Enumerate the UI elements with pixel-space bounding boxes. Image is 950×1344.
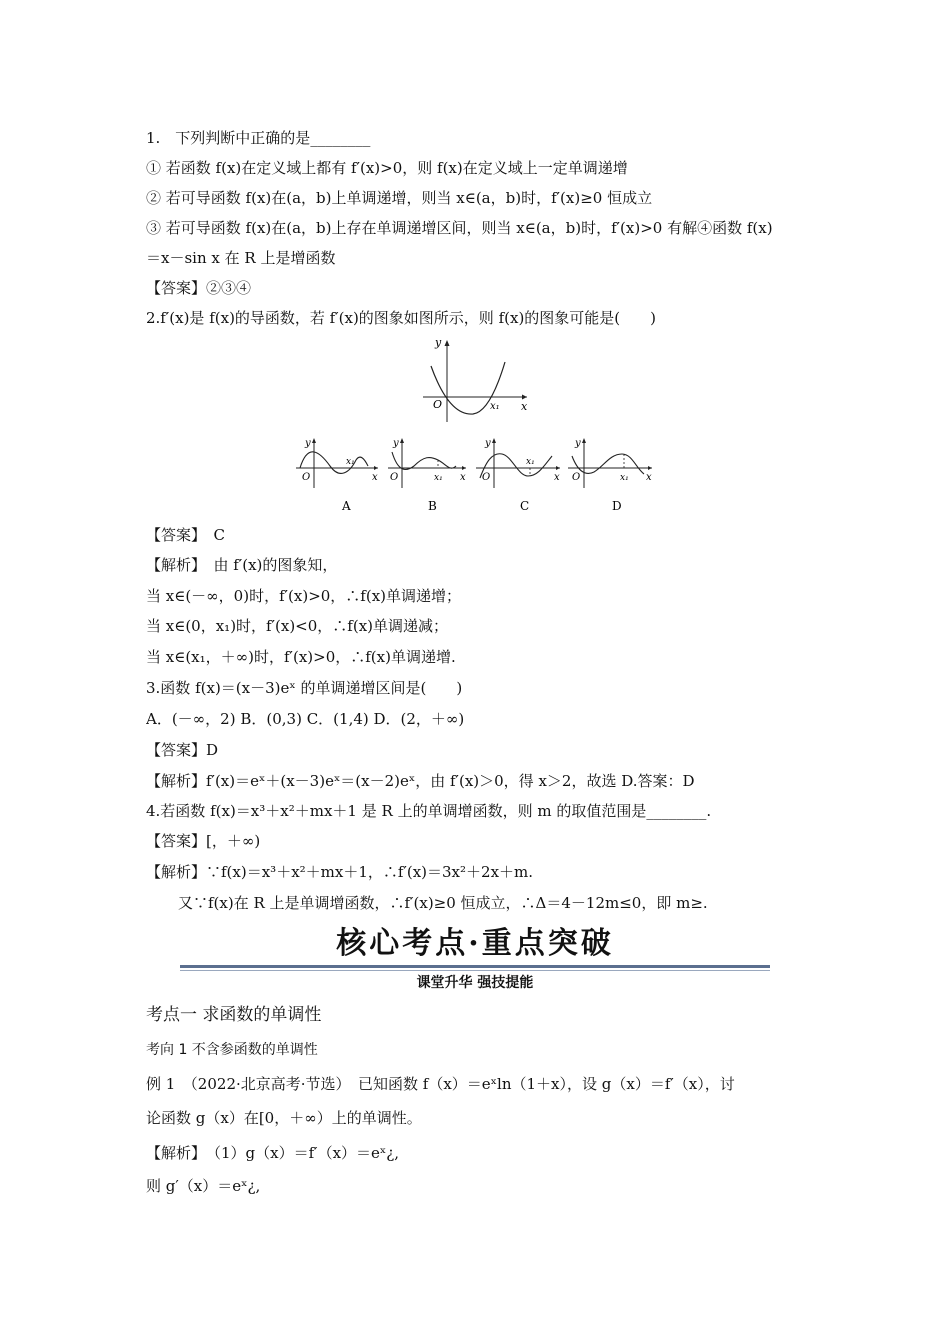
svg-text:y: y (305, 438, 311, 449)
svg-text:x₁: x₁ (526, 457, 535, 467)
q3-analysis: 【解析】f′(x)＝eˣ＋(x－3)eˣ＝(x－2)eˣ，由 f′(x)＞0，得 x＞2，故选 D.答案：D (146, 772, 695, 790)
q1-statement-3: ③ 若可导函数 f(x)在(a，b)上存在单调递增区间，则当 x∈(a，b)时，f′(x)>0 有解④函数 f(x) (146, 219, 773, 237)
q1-answer: 【答案】②③④ (146, 279, 252, 297)
q3-answer: 【答案】D (146, 741, 219, 759)
q4-answer: 【答案】[，＋∞) (146, 832, 261, 850)
q4-analysis-cont: 又∵f(x)在 R 上是单调增函数，∴f′(x)≥0 恒成立，∴Δ＝4－12m≤0，即 m≥. (178, 894, 708, 912)
section-subheading: 考向 1 不含参函数的单调性 (146, 1042, 318, 1058)
svg-text:x: x (372, 472, 378, 483)
svg-text:O: O (482, 472, 491, 483)
svg-text:y: y (393, 438, 399, 449)
derivative-graph (415, 336, 535, 426)
y-axis-arrow (445, 340, 450, 346)
section-heading: 考点一 求函数的单调性 (146, 1005, 322, 1025)
option-a-graph (296, 438, 378, 488)
svg-text:x: x (554, 472, 560, 483)
q2-stem: 2.f′(x)是 f(x)的导函数，若 f′(x)的图象如图所示，则 f(x)的图象可能是( ) (146, 309, 656, 327)
x-label: x (521, 400, 528, 413)
banner-subtitle: 课堂升华 强技提能 (416, 975, 534, 991)
q4-analysis: 【解析】∵f(x)＝x³＋x²＋mx＋1，∴f′(x)＝3x²＋2x＋m. (146, 863, 534, 881)
q2-analysis: 【解析】 由 f′(x)的图象知， (146, 556, 338, 574)
example-1-analysis-cont: 则 g′（x）＝eˣ¿, (146, 1177, 261, 1195)
banner-title: 核心考点·重点突破 (336, 926, 614, 961)
svg-text:O: O (572, 472, 581, 483)
svg-text:O: O (302, 472, 311, 483)
example-1-stem-cont: 论函数 g（x）在[0，＋∞）上的单调性。 (146, 1109, 422, 1127)
q1-stem: 1. 下列判断中正确的是________ (146, 129, 371, 147)
svg-text:y: y (575, 438, 581, 449)
q2-analysis-line-2: 当 x∈(0，x₁)时，f′(x)<0，∴f(x)单调递减； (146, 617, 449, 635)
svg-text:x: x (460, 472, 466, 483)
y-label: y (435, 336, 442, 349)
option-graphs (290, 432, 670, 516)
x1-label: x₁ (490, 401, 500, 412)
q4-stem: 4.若函数 f(x)＝x³＋x²＋mx＋1 是 R 上的单调增函数，则 m 的取值范围是________. (146, 802, 712, 820)
x-axis-arrow (522, 395, 527, 400)
q1-statement-1: ① 若函数 f(x)在定义域上都有 f′(x)>0，则 f(x)在定义域上一定单调递增 (146, 159, 628, 177)
option-a-label: A (342, 499, 351, 513)
option-b-graph (388, 438, 466, 488)
svg-text:y: y (485, 438, 491, 449)
q2-analysis-line-1: 当 x∈(－∞，0)时，f′(x)>0，∴f(x)单调递增； (146, 587, 462, 605)
example-1-stem: 例 1 （2022·北京高考·节选） 已知函数 f（x）＝eˣln（1＋x），设 g（x）＝f′（x），讨 (146, 1075, 735, 1093)
banner-rule (180, 965, 770, 968)
q1-statement-4: ＝x－sin x 在 R 上是增函数 (146, 249, 336, 267)
q3-options: A．(－∞，2) B．(0,3) C．(1,4) D．(2，＋∞) (146, 710, 465, 728)
option-c-label: C (520, 499, 530, 513)
option-d-label: D (612, 499, 622, 513)
q2-answer: 【答案】 C (146, 526, 225, 544)
svg-text:x₁: x₁ (346, 457, 355, 467)
svg-text:x₁: x₁ (434, 473, 443, 483)
q1-statement-2: ② 若可导函数 f(x)在(a，b)上单调递增，则当 x∈(a，b)时，f′(x)≥0 恒成立 (146, 189, 653, 207)
svg-text:x: x (646, 472, 652, 483)
svg-text:x₁: x₁ (620, 473, 629, 483)
svg-text:O: O (390, 472, 399, 483)
q2-analysis-line-3: 当 x∈(x₁，＋∞)时，f′(x)>0，∴f(x)单调递增. (146, 648, 456, 666)
section-banner (180, 925, 770, 995)
option-b-label: B (428, 499, 437, 513)
example-1-analysis: 【解析】 （1）g（x）＝f′（x）＝eˣ¿, (146, 1144, 400, 1162)
option-d-graph (568, 438, 652, 488)
option-c-graph (476, 438, 560, 488)
banner-rule-thin (180, 970, 770, 971)
origin-label: O (433, 398, 443, 411)
q3-stem: 3.函数 f(x)＝(x－3)eˣ 的单调递增区间是( ) (146, 679, 463, 697)
